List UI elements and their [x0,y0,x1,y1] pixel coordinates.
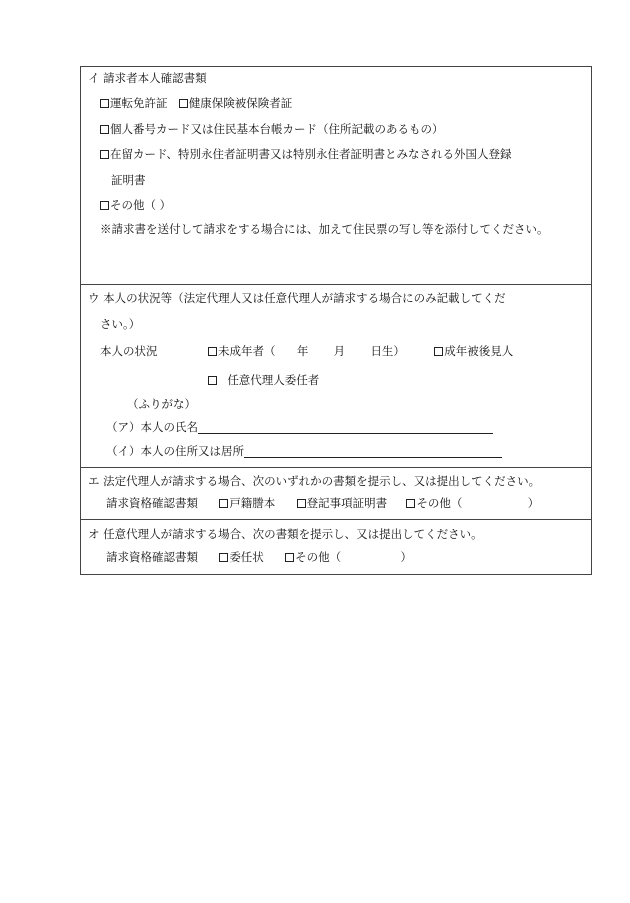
insurance-checkbox[interactable] [179,99,188,108]
voluntary-docs-row [106,550,412,564]
identity-other-label: その他（ ） [110,198,172,212]
section-u-heading-2: さい。） [100,317,141,331]
delegator-checkbox[interactable] [208,376,217,385]
identity-options-row-3 [100,147,511,161]
section-person-status [81,285,591,468]
address-input[interactable] [244,446,502,458]
section-identity-documents [81,67,591,285]
address-row [106,444,502,458]
koseki-label: 戸籍謄本 [229,496,276,510]
identity-other-checkbox[interactable] [100,201,109,210]
birth-label: 日生） [370,344,405,358]
legal-doc-label: 請求資格確認書類 [106,496,198,510]
voluntary-other-checkbox[interactable] [285,553,294,562]
residence-card-label: 在留カード、特別永住者証明書又は特別永住者証明書とみなされる外国人登録 [110,147,512,161]
section-i-heading: イ 請求者本人確認書類 [88,71,207,85]
legal-other-checkbox[interactable] [406,499,415,508]
name-label: （ア）本人の氏名 [106,420,198,434]
month-label: 月 [333,344,346,358]
minor-checkbox[interactable] [208,347,217,356]
voluntary-other-label: その他（ [295,550,342,564]
identity-options-row-4 [100,198,171,212]
license-label: 運転免許証 [110,96,168,110]
section-legal-representative [81,468,591,520]
legal-other-label: その他（ [416,496,463,510]
request-form-table [80,66,592,575]
identity-options-row-1 [100,96,292,110]
guardian-checkbox[interactable] [434,347,443,356]
minor-label: 未成年者（ [218,344,276,358]
residence-card-label-cont: 証明書 [111,173,146,187]
legal-docs-row [106,496,539,510]
guardian-label: 成年被後見人 [444,344,514,358]
mynumber-label: 個人番号カード又は住民基本台帳カード（住所記載のあるもの） [110,122,444,136]
section-voluntary-representative [81,520,591,574]
address-label: （イ）本人の住所又は居所 [106,444,244,458]
year-label: 年 [296,344,309,358]
voluntary-other-close: ） [400,550,412,564]
status-label: 本人の状況 [100,344,158,358]
name-row [106,420,493,434]
name-input[interactable] [198,422,493,434]
koseki-checkbox[interactable] [219,499,228,508]
delegator-row [208,373,319,387]
proxy-checkbox[interactable] [219,553,228,562]
registry-checkbox[interactable] [297,499,306,508]
furigana-label: （ふりがな） [127,397,196,411]
voluntary-doc-label: 請求資格確認書類 [106,550,198,564]
status-options-row [208,344,513,358]
license-checkbox[interactable] [100,99,109,108]
identity-options-row-2 [100,122,444,136]
mynumber-checkbox[interactable] [100,125,109,134]
registry-label: 登記事項証明書 [306,496,388,510]
section-o-heading: オ 任意代理人が請求する場合、次の書類を提示し、又は提出してください。 [88,527,483,541]
proxy-label: 委任状 [229,550,264,564]
residence-card-checkbox[interactable] [100,150,109,159]
section-e-heading: エ 法定代理人が請求する場合、次のいずれかの書類を提示し、又は提出してください。 [88,474,541,488]
legal-other-close: ） [527,496,540,510]
section-u-heading-1: ウ 本人の状況等（法定代理人又は任意代理人が請求する場合にのみ記載してくだ [88,291,506,305]
insurance-label: 健康保険被保険者証 [188,96,293,110]
identity-note: ※請求書を送付して請求をする場合には、加えて住民票の写し等を添付してください。 [100,222,549,236]
delegator-label: 任意代理人委任者 [227,373,320,387]
